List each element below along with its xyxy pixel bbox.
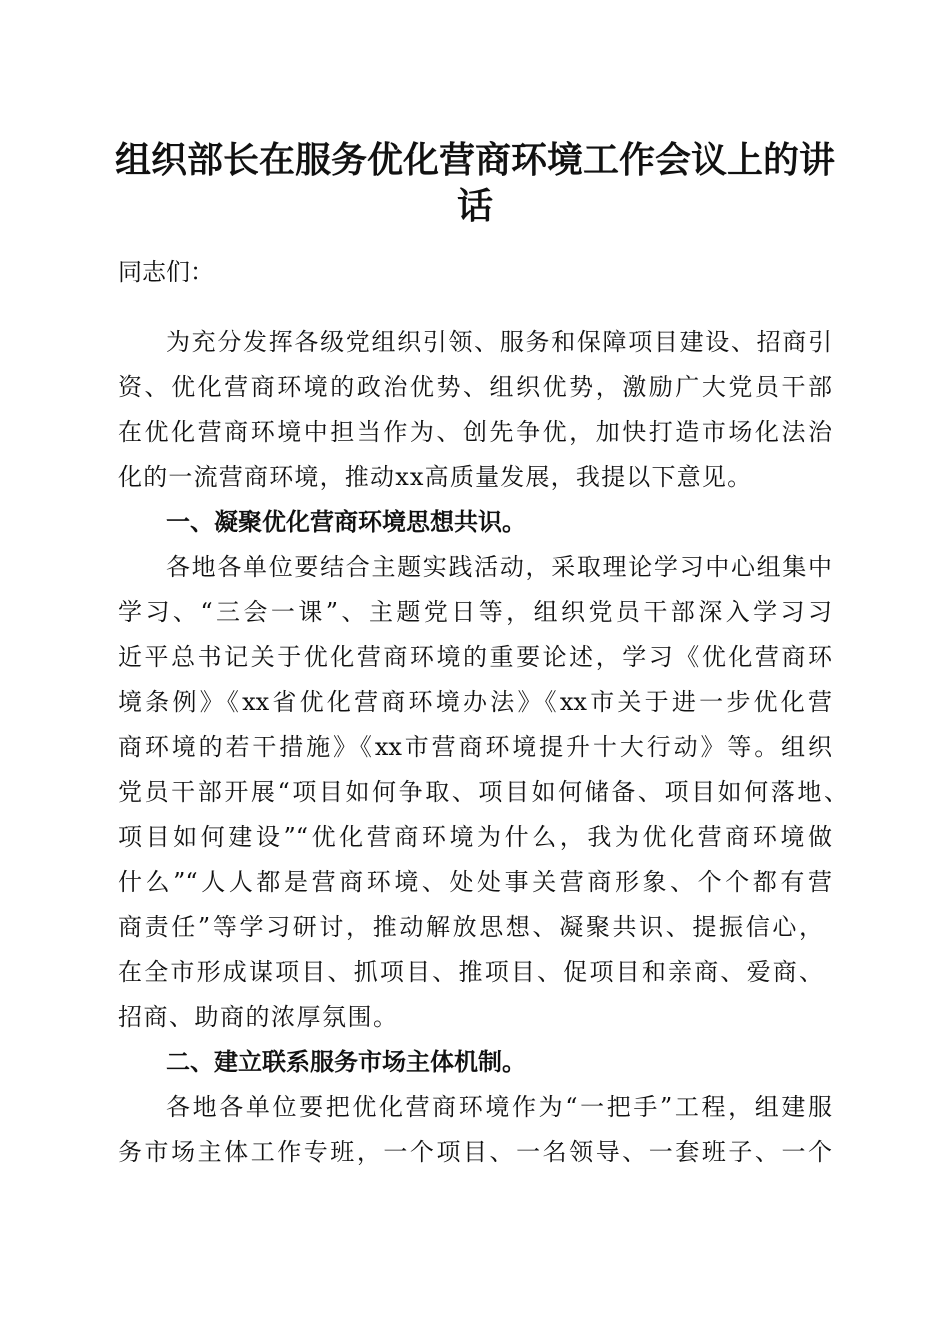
paragraph-line: 党员干部开展“项目如何争取、项目如何储备、项目如何落地、 [118, 778, 848, 806]
paragraph-line: 学习、“三会一课”、主题党日等，组织党员干部深入学习习 [118, 598, 832, 626]
section-heading-2: 二、建立联系服务市场主体机制。 [166, 1048, 526, 1076]
document-title-line-1: 组织部长在服务优化营商环境工作会议上的讲 [114, 139, 835, 181]
paragraph-line: 商责任”等学习研讨，推动解放思想、凝聚共识、提振信心， [118, 913, 823, 941]
paragraph-line: 什么”“人人都是营商环境、处处事关营商形象、个个都有营 [118, 868, 832, 896]
section-heading-1: 一、凝聚优化营商环境思想共识。 [166, 508, 526, 536]
paragraph-line: 商环境的若干措施》《xx市营商环境提升十大行动》等。组织 [118, 733, 832, 761]
paragraph-line: 资、优化营商环境的政治优势、组织优势，激励广大党员干部 [118, 373, 832, 401]
paragraph-line: 境条例》《xx省优化营商环境办法》《xx市关于进一步优化营 [118, 688, 832, 716]
paragraph-line: 在优化营商环境中担当作为、创先争优，加快打造市场化法治 [118, 418, 832, 446]
paragraph-line: 为充分发挥各级党组织引领、服务和保障项目建设、招商引 [166, 328, 832, 356]
paragraph-line: 各地各单位要结合主题实践活动，采取理论学习中心组集中 [166, 553, 832, 581]
paragraph-line: 近平总书记关于优化营商环境的重要论述，学习《优化营商环 [118, 643, 832, 671]
paragraph-line: 化的一流营商环境，推动xx高质量发展，我提以下意见。 [118, 463, 753, 491]
paragraph-line: 各地各单位要把优化营商环境作为“一把手”工程，组建服 [166, 1093, 832, 1121]
salutation: 同志们： [118, 258, 214, 286]
paragraph-line: 在全市形成谋项目、抓项目、推项目、促项目和亲商、爱商、 [118, 958, 823, 986]
document-title-line-2: 话 [456, 185, 493, 227]
paragraph-line: 务市场主体工作专班，一个项目、一名领导、一套班子、一个 [118, 1138, 832, 1166]
paragraph-line: 项目如何建设”“优化营商环境为什么，我为优化营商环境做 [118, 823, 832, 851]
paragraph-line: 招商、助商的浓厚氛围。 [118, 1003, 399, 1031]
